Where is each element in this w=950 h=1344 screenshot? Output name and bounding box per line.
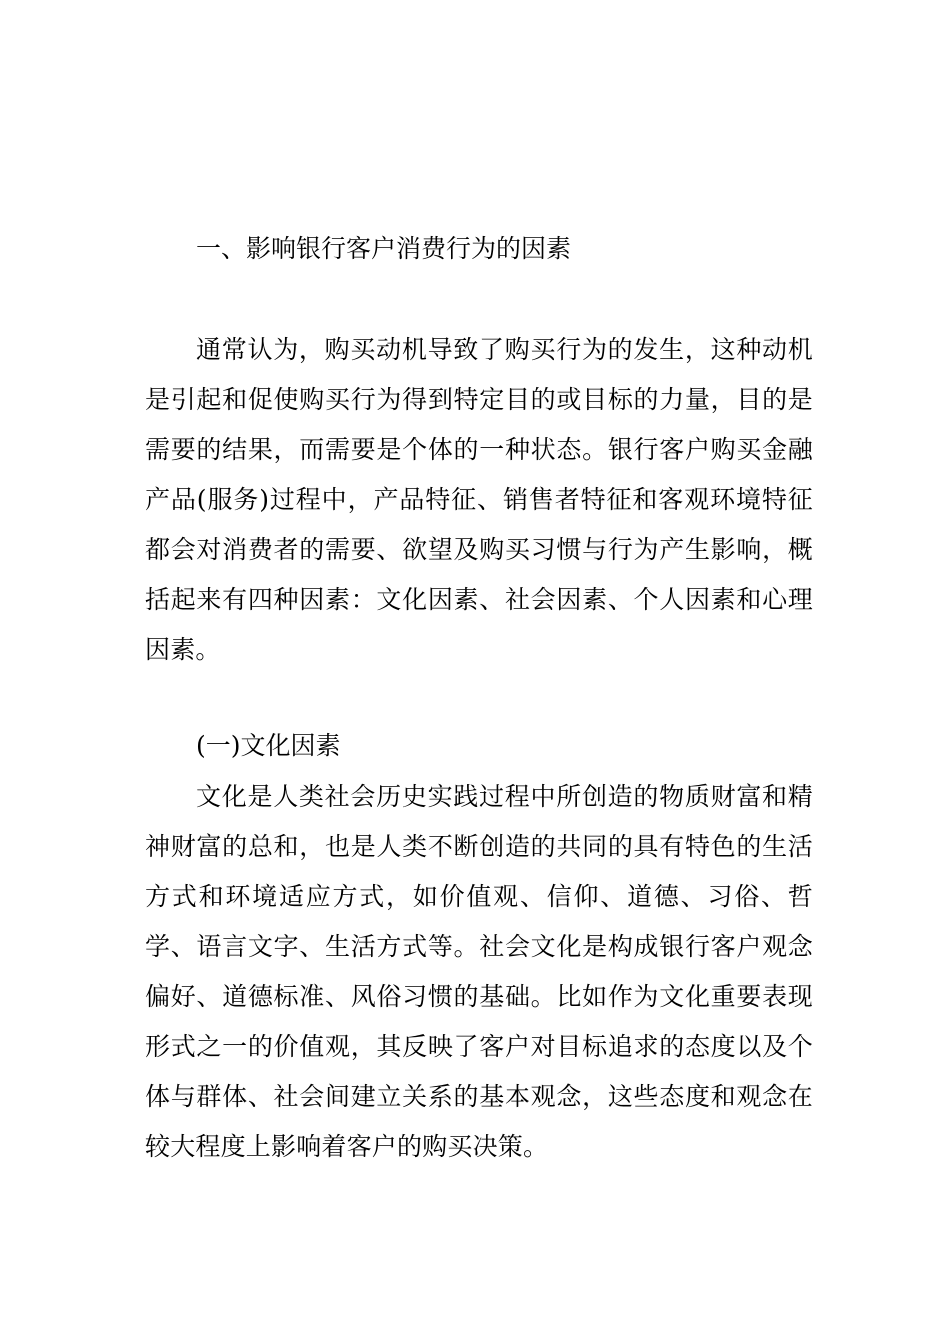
subsection-heading: (一)文化因素 xyxy=(196,731,341,760)
intro-paragraph: 通常认为，购买动机导致了购买行为的发生，这种动机是引起和促使购买行为得到特定目的或目标的力量，目的是需要的结果，而需要是个体的一种状态。银行客户购买金融产品(服务)过程中，产品特征、销售者特征和客观环境特征都会对消费者的需要、欲望及购买习惯与行为产生影响，概括起来有四种因素：文化因素、社会因素、个人因素和心理因素。 xyxy=(145,335,813,664)
culture-paragraph: 文化是人类社会历史实践过程中所创造的物质财富和精神财富的总和，也是人类不断创造的共同的具有特色的生活方式和环境适应方式，如价值观、信仰、道德、习俗、哲学、语言文字、生活方式等。社会文化是构成银行客户观念偏好、道德标准、风俗习惯的基础。比如作为文化重要表现形式之一的价值观，其反映了客户对目标追求的态度以及个体与群体、社会间建立关系的基本观念，这些态度和观念在较大程度上影响着客户的购买决策。 xyxy=(145,782,813,1161)
section-heading: 一、影响银行客户消费行为的因素 xyxy=(196,234,572,263)
